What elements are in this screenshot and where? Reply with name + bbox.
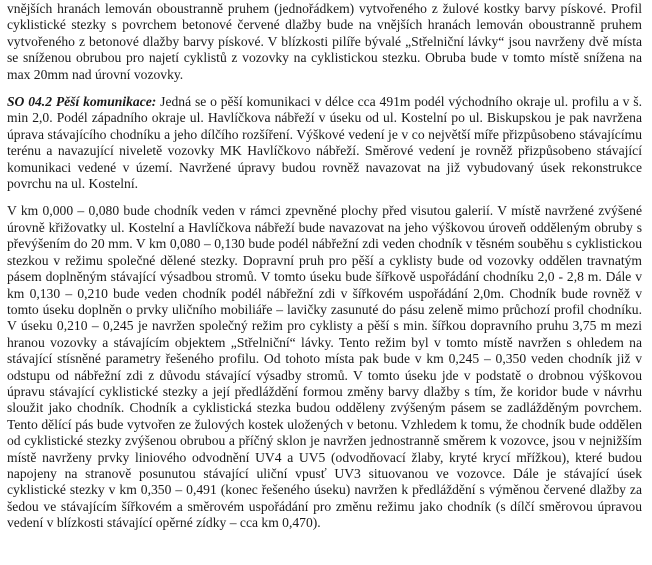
paragraph-pedestrian-communication [7,94,642,192]
section-heading-so-04-2: SO 04.2 Pěší komunikace: [7,94,157,110]
paragraph-text: Jedná se o pěší komunikaci v délce cca 491m podél východního okraje ul. profilu a v š. min 2,0. Podél západního okraje ul. Havlíčkova nábřeží v úseku od ul. Kostelní po ul. Biskupskou je pak navržena úprava stávajícího chodníku a jeho dílčího rozšíření. Výškové vedení je v co největší míře přizpůsobeno stávajícímu terénu a navazující niveletě vozovky MK Havlíčkovo nábřeží. Směrové vedení je rovněž přizpůsobeno stávající komunikaci vedené v území. Navržené úpravy budou rovněž navazovat na již vybudovaný úsek rekonstrukce povrchu na ul. Kostelní. [7,94,642,192]
paragraph-text: V km 0,000 – 0,080 bude chodník veden v rámci zpevněné plochy před visutou galerií. V místě navržené zvýšené úrovně křižovatky ul. Kostelní a Havlíčkova nábřeží bude navazovat na jeho výškovou úroveň odděleným obruby s převýšením do 20 mm. V km 0,080 – 0,130 bude podél nábřežní zdi veden chodník v těsném souběhu s cyklistickou stezkou v režimu společné dělené stezky. Dopravní pruh pro pěší a cyklisty bude od vozovky oddělen travnatým pásem doplněným stávající výsadbou stromů. V tomto úseku bude šířkově uspořádání chodníku 2,0 - 2,8 m. Dále v km 0,130 – 0,210 bude veden chodník podél nábřežní zdi v šířkovém uspořádání 2,0m. Chodník bude rovněž v tomto úseku doplněn o prvky uličního mobiliáře – lavičky zasunuté do pásu zeleně mimo průchozí profil chodníku. V úseku 0,210 – 0,245 je navržen společný režim pro cyklisty a pěší s min. šířkou dopravního pruhu 3,75 m mezi hranou vozovky a stávajícím objektem „Střelniční“ lávky. Tento režim byl v tomto místě navržen s ohledem na stávající stísněné parametry řešeného profilu. Od tohoto místa pak bude v km 0,245 – 0,350 veden chodník již v odstupu od nábřežní zdi z důvodu stávající výsadby stromů. V tomto úseku jde v podstatě o drobnou výškovou úpravu stávající cyklistické stezky a její předláždění formou změny barvy dlažby s tím, že koridor bude v návrhu sloužit jako chodník. Chodník a cyklistická stezka budou odděleny zvýšeným pásem se zadlážděným povrchem. Tento dělící pás bude vytvořen ze žulových kostek uložených v betonu. Vzhledem k tomu, že chodník bude oddělen od cyklistické stezky zvýšenou obrubou a příčný sklon je navržen jednostranně směrem k vozovce, jsou v nejnižším místě navrženy prvky liniového odvodnění UV4 a UV5 (odvodňovací žlaby, kryté krycí mřížkou), které budou napojeny na stranově posunutou stávající uliční vpusť UV3 situovanou ve vozovce. Dále je stávající úsek cyklistické stezky v km 0,350 – 0,491 (konec řešeného úseku) navržen k předláždění s výměnou červené dlažby za šedou ve stávajícím šířkovém a směrovém uspořádání pro změnu režimu jako chodník (s dílčí směrovou úpravou vedení v blízkosti stávající opěrné zídky – cca km 0,470). [7,203,642,531]
paragraph-cycle-path-edging [7,1,642,83]
paragraph-sidewalk-sections [7,203,642,531]
paragraph-text: vnějších hranách lemován oboustranně pruhem (jednořádkem) vytvořeného z žulové kostky barvy pískové. Profil cyklistické stezky s povrchem betonové červené dlažby bude na vnějších hranách lemován oboustranně pruhem vytvořeného z betonové dlažby barvy pískové. V blízkosti pilíře bývalé „Střelniční lávky“ jsou navrženy dvě místa se sníženou obrubou pro najetí cyklistů z vozovky na cyklistickou stezku. Obruba bude v tomto místě snížena na max 20mm nad úrovní vozovky. [7,1,642,82]
